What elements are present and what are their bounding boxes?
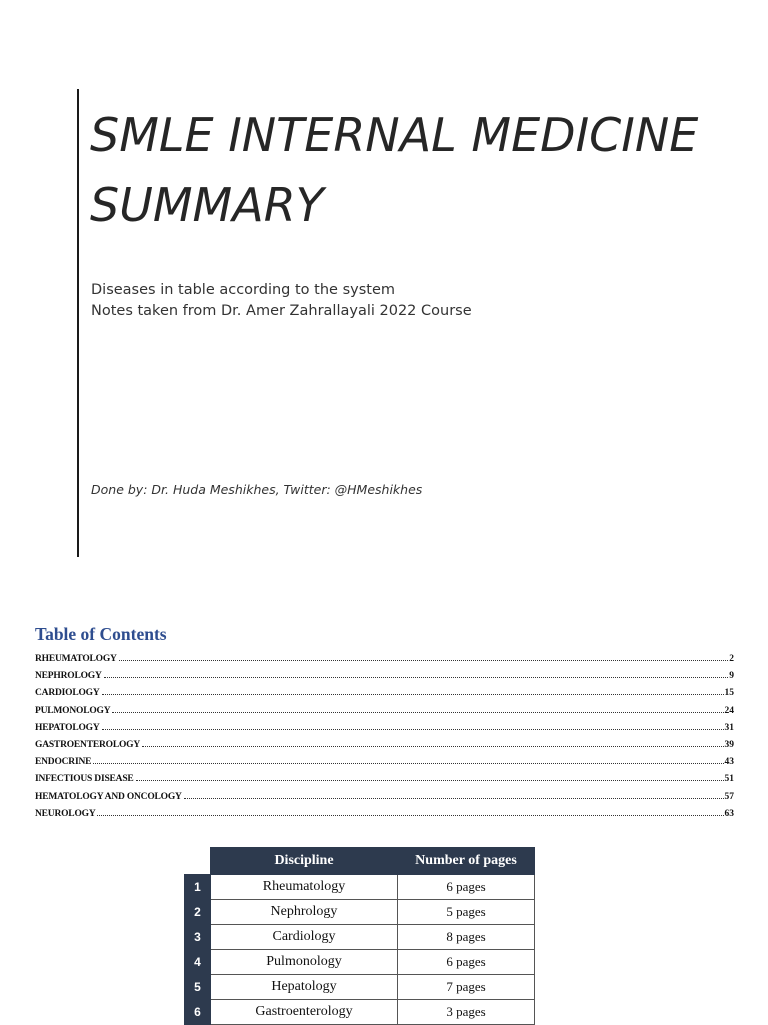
- table-row: [185, 925, 535, 950]
- table-header-row: [185, 848, 535, 875]
- title-line-2: SUMMARY: [90, 178, 324, 232]
- toc-entry[interactable]: [35, 654, 734, 671]
- pages-cell: 6 pages: [398, 950, 535, 975]
- pages-cell: 8 pages: [398, 925, 535, 950]
- table-row: [185, 975, 535, 1000]
- toc-dot-leader: [119, 659, 729, 661]
- toc-entry-page: 39: [724, 739, 734, 750]
- toc-dot-leader: [184, 797, 724, 799]
- table-row: [185, 950, 535, 975]
- table-row: [185, 1000, 535, 1025]
- pages-cell: 7 pages: [398, 975, 535, 1000]
- subtitle-line-2: Notes taken from Dr. Amer Zahrallayali 2022 Course: [91, 303, 472, 319]
- toc-entry-page: 31: [724, 722, 734, 733]
- author-credit: Done by: Dr. Huda Meshikhes, Twitter: @HMeshikhes: [91, 482, 423, 497]
- toc-entry-page: 15: [724, 688, 734, 699]
- discipline-cell: Hepatology: [211, 975, 398, 1000]
- pages-cell: 6 pages: [398, 875, 535, 900]
- row-number: 2: [185, 900, 211, 925]
- discipline-cell: Nephrology: [211, 900, 398, 925]
- toc-dot-leader: [102, 693, 724, 695]
- toc-dot-leader: [142, 745, 723, 747]
- document-title: [90, 100, 750, 240]
- row-number: 3: [185, 925, 211, 950]
- table-of-contents: [35, 654, 734, 826]
- toc-entry-page: 63: [724, 808, 734, 819]
- toc-entry[interactable]: [35, 757, 734, 774]
- toc-dot-leader: [136, 779, 724, 781]
- toc-entry-label: INFECTIOUS DISEASE: [35, 774, 134, 785]
- toc-entry-label: HEPATOLOGY: [35, 722, 100, 733]
- table-corner-cell: [185, 848, 211, 875]
- toc-entry-label: HEMATOLOGY AND ONCOLOGY: [35, 791, 182, 802]
- document-subtitle: [91, 280, 472, 322]
- toc-dot-leader: [102, 728, 724, 730]
- toc-entry-label: CARDIOLOGY: [35, 688, 100, 699]
- row-number: 4: [185, 950, 211, 975]
- toc-entry-label: NEPHROLOGY: [35, 671, 102, 682]
- cover-vertical-rule: [77, 89, 79, 557]
- pages-per-discipline-table: [184, 847, 535, 1025]
- toc-entry-label: GASTROENTEROLOGY: [35, 739, 141, 750]
- toc-entry[interactable]: [35, 671, 734, 688]
- toc-entry-page: 2: [729, 654, 734, 664]
- toc-entry-page: 43: [724, 757, 734, 768]
- toc-entry[interactable]: [35, 688, 734, 705]
- toc-entry[interactable]: [35, 792, 734, 809]
- toc-entry-page: 57: [724, 791, 734, 802]
- toc-entry[interactable]: [35, 723, 734, 740]
- row-number: 1: [185, 875, 211, 900]
- toc-dot-leader: [104, 676, 729, 678]
- title-line-1: SMLE INTERNAL MEDICINE: [90, 108, 699, 162]
- toc-dot-leader: [97, 814, 723, 816]
- toc-dot-leader: [112, 711, 723, 713]
- toc-entry[interactable]: [35, 706, 734, 723]
- table-row: [185, 875, 535, 900]
- toc-entry-label: NEUROLOGY: [35, 808, 96, 819]
- table-row: [185, 900, 535, 925]
- discipline-cell: Cardiology: [211, 925, 398, 950]
- pages-cell: 5 pages: [398, 900, 535, 925]
- toc-entry-label: RHEUMATOLOGY: [35, 654, 117, 664]
- toc-dot-leader: [93, 762, 723, 764]
- subtitle-line-1: Diseases in table according to the system: [91, 282, 395, 298]
- row-number: 5: [185, 975, 211, 1000]
- discipline-cell: Gastroenterology: [211, 1000, 398, 1025]
- toc-entry[interactable]: [35, 809, 734, 826]
- toc-entry[interactable]: [35, 740, 734, 757]
- discipline-cell: Pulmonology: [211, 950, 398, 975]
- pages-cell: 3 pages: [398, 1000, 535, 1025]
- row-number: 6: [185, 1000, 211, 1025]
- toc-entry[interactable]: [35, 774, 734, 791]
- toc-entry-page: 51: [724, 774, 734, 785]
- toc-entry-page: 24: [724, 705, 734, 716]
- toc-heading: Table of Contents: [35, 624, 167, 644]
- discipline-cell: Rheumatology: [211, 875, 398, 900]
- toc-entry-page: 9: [729, 671, 734, 682]
- toc-entry-label: PULMONOLOGY: [35, 705, 111, 716]
- column-header-discipline: Discipline: [211, 848, 398, 875]
- toc-entry-label: ENDOCRINE: [35, 757, 92, 768]
- column-header-pages: Number of pages: [398, 848, 535, 875]
